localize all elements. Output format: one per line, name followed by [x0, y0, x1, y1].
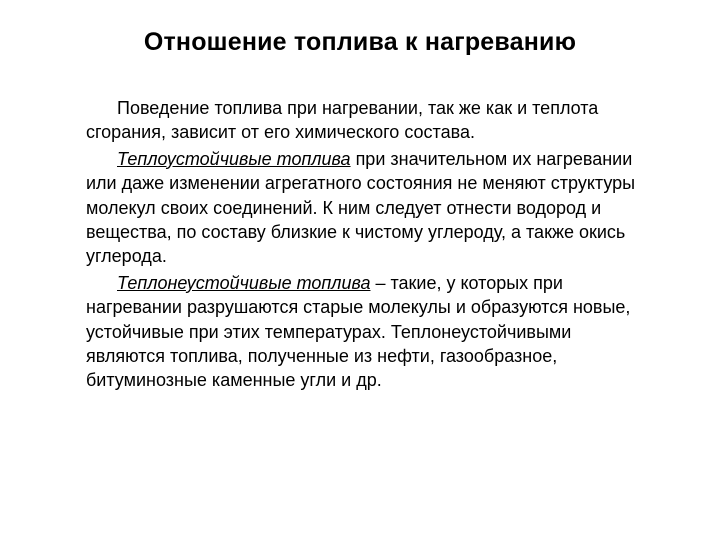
term-heat-stable-fuels: Теплоустойчивые топлива [117, 148, 351, 169]
paragraph-text: – такие, у которых при нагревании разрушаются старые молекулы и образуются новые, устойчивые при этих температурах. Теплонеустойчивыми являются топлива, полученные из нефти, газообразное, битуминозные каменные угли и др. [86, 272, 631, 391]
slide-body [86, 96, 646, 395]
paragraph-heat-stable [86, 147, 646, 269]
slide-title: Отношение топлива к нагреванию [143, 28, 577, 56]
paragraph-heat-unstable [86, 271, 646, 393]
paragraph-intro [86, 96, 646, 145]
term-heat-unstable-fuels: Теплонеустойчивые топлива [117, 272, 371, 293]
paragraph-text: Поведение топлива при нагревании, так же как и теплота сгорания, зависит от его химического состава. [86, 98, 599, 143]
paragraph-text: при значительном их нагревании или даже изменении агрегатного состояния не меняют структуры молекул своих соединений. К ним следует отнести водород и вещества, по составу близкие к чистому углероду, а также окись углерода. [86, 148, 636, 267]
